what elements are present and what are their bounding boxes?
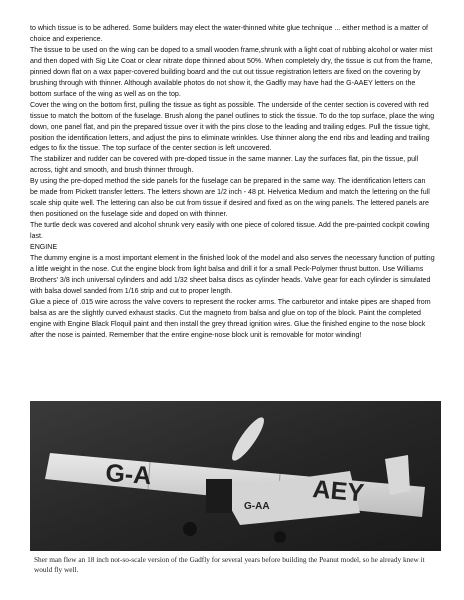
photo-caption xyxy=(34,555,434,575)
engine-nose xyxy=(206,479,232,513)
section-heading-engine: ENGINE xyxy=(30,244,58,252)
wing-registration-right: AEY xyxy=(311,475,366,508)
paragraph-engine-details: Glue a piece of .015 wire across the valve covers to represent the rocker arms. The carburetor and intake pipes are shaped from balsa as are the slightly curved exhaust stacks. Cut the magneto from balsa and glue on top of the block. Paint the completed engine with Engine Black Floquil paint and then install the grey thread ignition wires. Glue the finished engine to the nose block after the nose is painted. Remember that the entire engine-nose block unit is removable for motor winding! xyxy=(30,298,431,339)
caption-text: Sher man flew an 18 inch not-so-scale version of the Gadfly for several years before building the Peanut model, so he already knew it would fly well. xyxy=(34,555,425,574)
landing-wheel xyxy=(183,522,197,536)
paragraph-dummy-engine: The dummy engine is a most important element in the finished look of the model and also serves the necessary function of putting a little weight in the nose. Cut the engine block from light balsa and drill it for a small Peck-Polymer thrust button. Use Williams Brothers' 3/8 inch universal cylinders and add 1/32 sheet balsa discs as cylinder heads. Valve gear for each cylinder is simulated with balsa dowel sanded from 1/16 strip and cut to proper length. xyxy=(30,255,435,295)
paragraph-tissue-adhesion: to which tissue is to be adhered. Some builders may elect the water-thinned white glue technique ... either method is a matter of choice and experience. xyxy=(30,25,428,43)
paragraph-wing-tissue: The tissue to be used on the wing can be doped to a small wooden frame,shrunk with a light coat of rubbing alcohol or water mist and then doped with Sig Lite Coat or clear nitrate dope thinned about 50%. When completely dry, the tissue is cut from the frame, pinned down flat on a wax paper-covered building board and the cut out tissue registration letters are fixed on the covering by brushing through with thinner. Although available photos do not show it, the Gadfly may have had the G-AAEY letters on the bottom surface of the wing as well as on the top. xyxy=(30,46,433,98)
wing-registration-left: G-A xyxy=(104,459,153,491)
landing-wheel xyxy=(274,531,286,543)
gadfly-model-photo xyxy=(30,401,441,551)
paragraph-stabilizer-rudder: The stabilizer and rudder can be covered with pre-doped tissue in the same manner. Lay the surfaces flat, pin the tissue, pull across, tight and smooth, and brush thinner through. xyxy=(30,156,419,175)
paragraph-fuselage-panels: By using the pre-doped method the side panels for the fuselage can be prepared in the same way. The identification letters can be made from Pickett transfer letters. The letters shown are 1/2 inch - 48 pt. Helvetica Medium and match the lettering on the full scale ship quite well. The lettering can also be cut from tissue if desired and fixed as on the wing panels. The lettered panels are then positioned on the fuselage side and doped on with thinner. xyxy=(30,178,430,219)
fuselage-registration: G-AA xyxy=(244,501,270,512)
paragraph-wing-covering: Cover the wing on the bottom first, pulling the tissue as tight as possible. The underside of the center section is covered with red tissue to match the bottom of the fuselage. Brush along the panel outlines to stick the tissue. To do the top surface, place the wing down, one panel flat, and pin the prepared tissue over it with the pins close to the leading and trailing edges. Pull the tissue tight, position the identification letters, and adjust the pins to eliminate wrinkles. Use thinner along the end ribs and leading and trailing edges to fix the tissue. The top surface of the center section is left uncovered. xyxy=(30,101,435,153)
article-body xyxy=(30,24,435,342)
paragraph-turtle-deck: The turtle deck was covered and alcohol shrunk very easily with one piece of colored tissue. Add the pre-painted cockpit cowling last. xyxy=(30,222,430,241)
